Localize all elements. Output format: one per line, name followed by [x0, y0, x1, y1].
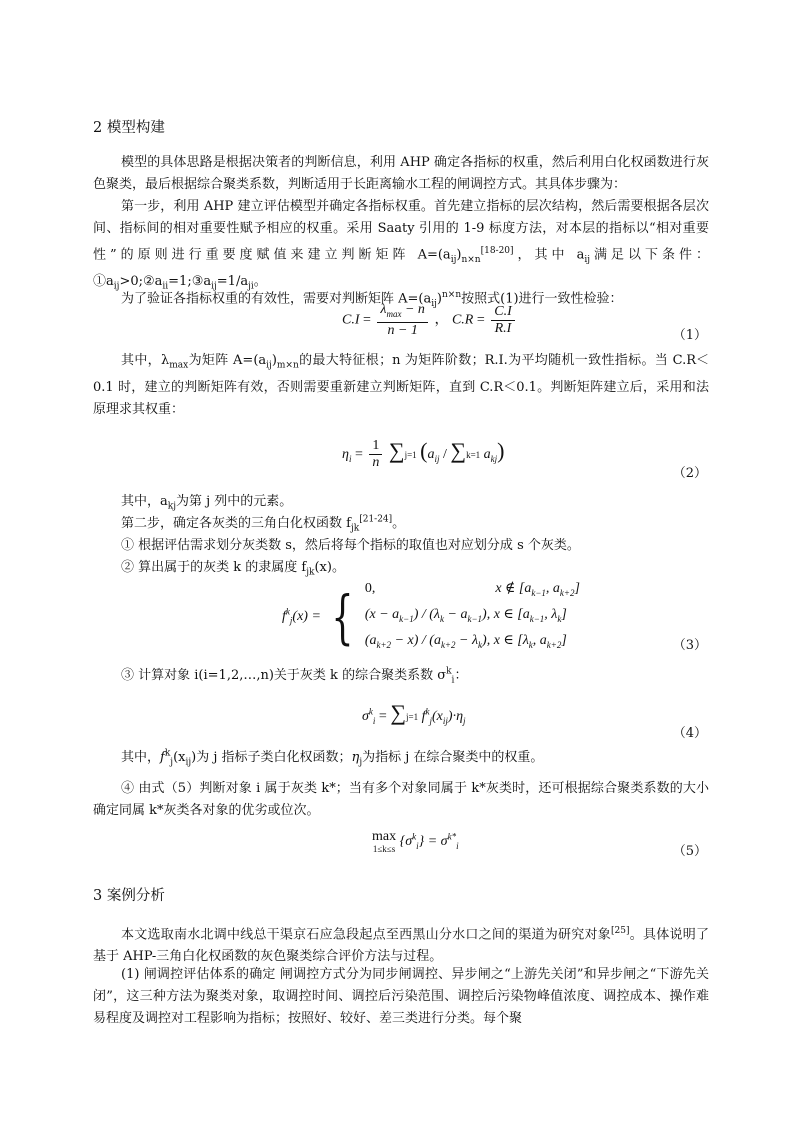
equation-3: $f^k_j(x)$ = { 0, x ∉ [$a_{k-1}$, $a_{k+2}$] $(x - a_{k-1}) / (\lambda_k - a_{k-1})$, x ∈ [$a_{k-1}$, $\lambda_k$] $(a_{k+2} - x) / (a_{k+2} - \lambda_k)$, x ∈ [$\lambda_k$, $a_{k+2}$] [282, 581, 580, 651]
step-two-item-3: ③ 计算对象 i(i=1,2,…,n)关于灰类 k 的综合聚类系数 $\sigma^k_i$： [121, 666, 468, 686]
citation: [25] [611, 926, 630, 936]
fj-definition: 其中，$f^k_j(x_{ij})$为 j 指标子类白化权函数；$\eta_j$为指标 j 在综合聚类中的权重。 [121, 748, 544, 768]
equation-2-number: （2） [672, 466, 707, 481]
step-two-item-2: ② 算出属于的灰类 k 的隶属度 $f_{jk}(x)$。 [121, 560, 345, 578]
akj-definition: 其中，$a_{kj}$为第 j 列中的元素。 [121, 494, 293, 512]
step-two-item-1: ① 根据评估需求划分灰类数 s，然后将每个指标的取值也对应划分成 s 个灰类。 [121, 538, 580, 553]
equation-1: C.I = $\frac{\lambda_{max} - n}{n - 1}$ ， C.R = $\frac{C.I}{R.I}$ [342, 302, 518, 339]
paragraph-lambda-def: 其中，$\lambda_{max}$为矩阵 $A=(a_{ij})_{m\times n}$的最大特征根；n 为矩阵阶数；R.I.为平均随机一致性指标。当 C.R＜0.1 时，建立的判断矩阵有效，否则需要重新建立判断矩阵，直到 C.R＜0.1。判断矩阵建立后，采用和法原理求其权重： [93, 353, 709, 417]
step-two-item-4: ④ 由式（5）判断对象 i 属于灰类 k*；当有多个对象同属于 k*灰类时，还可根据综合聚类系数的大小确定同属 k*灰类各对象的优劣或位次。 [93, 781, 709, 818]
equation-2: $\eta_i$ = $\frac{1}{n}$ ∑j=1 ($a_{ij} / \sum k=1$ $a_{kj}$) [342, 438, 505, 471]
section-2-heading: 2 模型构建 [93, 120, 165, 136]
section-3-heading: 3 案例分析 [93, 888, 165, 904]
paragraph-consistency: 为了验证各指标权重的有效性，需要对判断矩阵 $A=(a_{ij})^{n\times n}$按照式(1)进行一致性检验： [121, 290, 623, 309]
paragraph-evaluation-system: (1) 闸调控评估体系的确定 闸调控方式分为同步闸调控、异步闸之“上游先关闭”和异步闸之“下游先关闭”，这三种方法为聚类对象，取调控时间、调控后污染范围、调控后污染物峰值浓度、调控成本、操作难易程度及调控对工程影响为指标；按照好、较好、差三类进行分类。每个聚 [93, 967, 709, 1026]
paragraph-model-idea: 模型的具体思路是根据决策者的判断信息，利用 AHP 确定各指标的权重，然后利用白化权函数进行灰色聚类，最后根据综合聚类系数，判断适用于长距离输水工程的闸调控方式。其具体步骤为： [93, 155, 709, 192]
citation: [18-20] [480, 246, 514, 256]
equation-3-number: （3） [672, 638, 707, 653]
paragraph-step-one: 第一步，利用 AHP 建立评估模型并确定各指标权重。首先建立指标的层次结构，然后需要根据各层次间、指标间的相对重要性赋予相应的权重。采用 Saaty 引用的 1-9 标度方法，对本层的指标以“相对重要性”的原则进行重要度赋值来建立判断矩阵 $A=(a_{ij})_{n\times n}[18-20]$，其中 $a_{ij}$满足以下条件：$①a_{ij}>0;②a_{ii}=1;③a_{ij}=1/a_{ji}$。 [93, 199, 709, 292]
paragraph-case-intro: 本文选取南水北调中线总干渠京石应急段起点至西黑山分水口之间的渠道为研究对象[25]。具体说明了基于 AHP-三角白化权函数的灰色聚类综合评价方法与过程。 [93, 926, 709, 965]
step-two: 第二步，确定各灰类的三角白化权函数 $f_{jk}[21-24]$。 [121, 514, 406, 534]
citation: [21-24] [359, 514, 393, 525]
equation-4-number: （4） [672, 726, 707, 741]
equation-5-number: （5） [672, 844, 707, 859]
equation-4: $\sigma^k_i = \sum j=1$ $f^k_j(x_{ij})\cdot\eta_j$ [362, 700, 466, 726]
equation-1-number: （1） [672, 328, 707, 343]
equation-5: max 1≤k≤s $\{\sigma^k_i\} = \sigma^{k*}_i$ [372, 829, 459, 854]
